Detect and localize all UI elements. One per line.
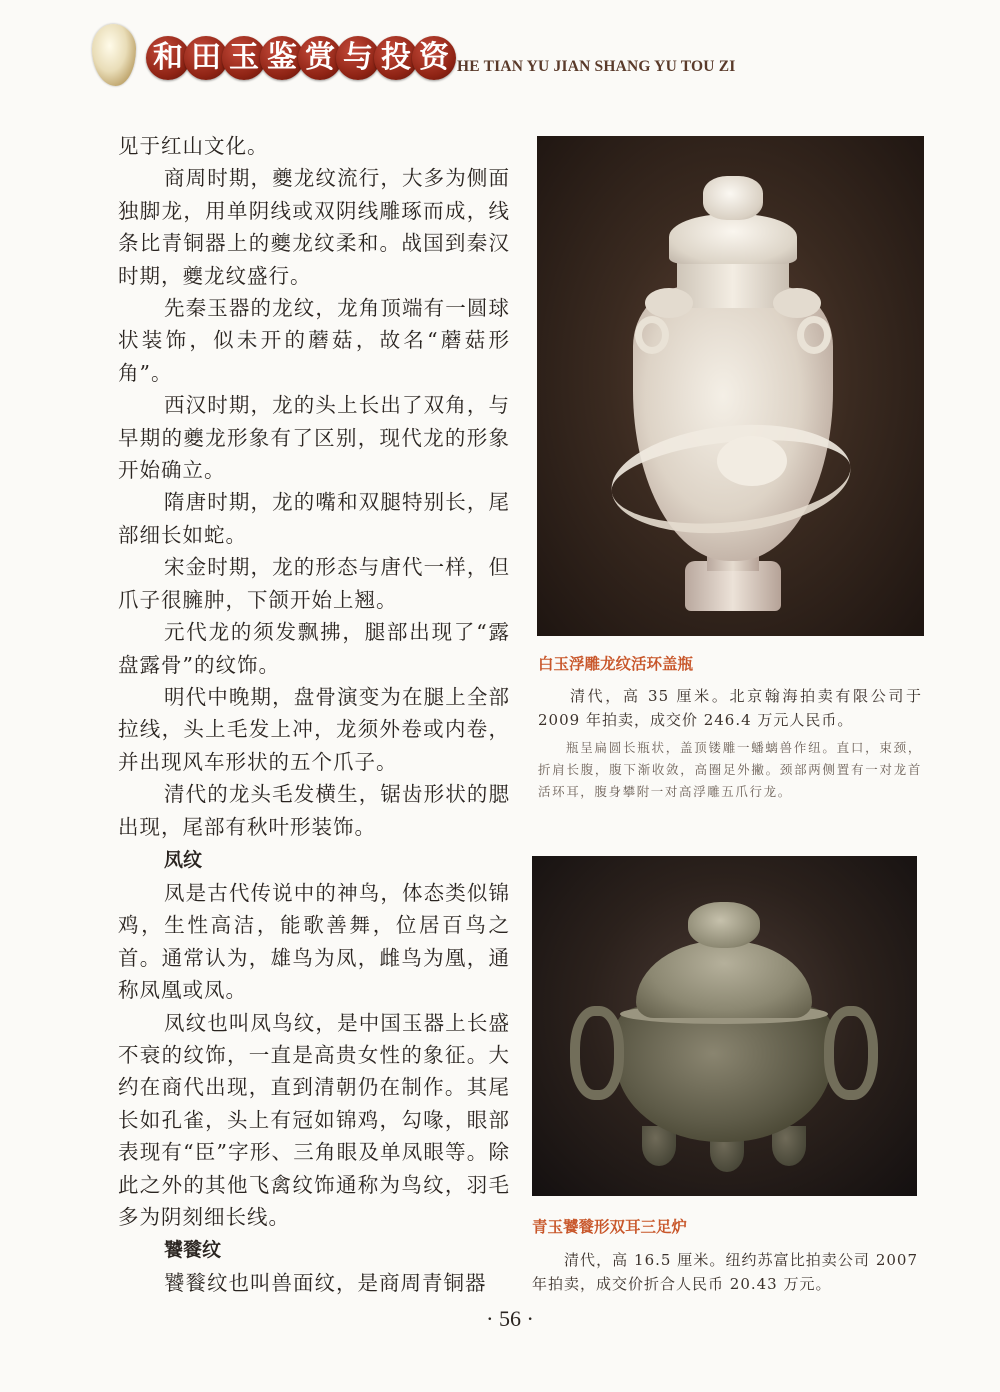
book-title-char: 鉴	[260, 36, 304, 80]
paragraph: 明代中晚期，盘骨演变为在腿上全部拉线，头上毛发上冲，龙须外卷或内卷，并出现风车形状的五个爪子。	[118, 684, 510, 774]
page-number: · 56 ·	[486, 1306, 534, 1331]
figure2-title: 青玉饕餮形双耳三足炉	[532, 1218, 688, 1236]
jade-censer-photo	[532, 856, 917, 1196]
paragraph: 元代龙的须发飘拂，腿部出现了“露盘露骨”的纹饰。	[118, 620, 510, 677]
figure2-info: 清代，高 16.5 厘米。纽约苏富比拍卖公司 2007 年拍卖，成交价折合人民币 20.43 万元。	[532, 1251, 918, 1293]
book-title-char: 赏	[298, 36, 342, 80]
book-title-char: 和	[146, 36, 190, 80]
paragraph: 清代的龙头毛发横生，锯齿形状的腮出现，尾部有秋叶形装饰。	[118, 782, 510, 839]
paragraph: 隋唐时期，龙的嘴和双腿特别长，尾部细长如蛇。	[118, 490, 510, 547]
section-heading-phoenix: 凤纹	[164, 848, 203, 871]
jade-vase-photo	[537, 136, 924, 636]
figure1-description: 瓶呈扁圆长瓶状，盖顶镂雕一蟠螭兽作纽。直口，束颈，折肩长腹，腹下渐收敛，高圈足外撇。颈部两侧置有一对龙首活环耳，腹身攀附一对高浮雕五爪行龙。	[538, 740, 922, 799]
book-title-char: 投	[374, 36, 418, 80]
book-title-pinyin: HE TIAN YU JIAN SHANG YU TOU ZI	[457, 58, 736, 75]
section-heading-taotie: 饕餮纹	[164, 1239, 222, 1262]
paragraph: 凤是古代传说中的神鸟，体态类似锦鸡，生性高洁，能歌善舞，位居百鸟之首。通常认为，雄鸟为凤，雌鸟为凰，通称凤凰或凤。	[118, 880, 510, 1003]
jade-pendant-logo	[92, 24, 136, 86]
figure1-title: 白玉浮雕龙纹活环盖瓶	[538, 655, 694, 673]
paragraph: 商周时期，夔龙纹流行，大多为侧面独脚龙，用单阴线或双阴线雕琢而成，线条比青铜器上的夔龙纹柔和。战国到秦汉时期，夔龙纹盛行。	[118, 166, 510, 288]
book-title-char: 田	[184, 36, 228, 80]
paragraph: 先秦玉器的龙纹，龙角顶端有一圆球状装饰，似未开的蘑菇，故名“蘑菇形角”。	[118, 296, 510, 385]
book-title	[146, 36, 450, 80]
book-title-char: 资	[412, 36, 456, 80]
body-text-column	[118, 130, 510, 1300]
paragraph: 见于红山文化。	[118, 134, 269, 158]
book-title-char: 与	[336, 36, 380, 80]
paragraph: 饕餮纹也叫兽面纹，是商周青铜器	[164, 1271, 487, 1296]
figure1-info: 清代，高 35 厘米。北京翰海拍卖有限公司于 2009 年拍卖，成交价 246.4 万元人民币。	[538, 687, 922, 729]
book-title-char: 玉	[222, 36, 266, 80]
paragraph: 西汉时期，龙的头上长出了双角，与早期的夔龙形象有了区别，现代龙的形象开始确立。	[118, 393, 510, 483]
paragraph: 宋金时期，龙的形态与唐代一样，但爪子很臃肿，下颌开始上翘。	[118, 555, 510, 612]
paragraph: 凤纹也叫凤鸟纹，是中国玉器上长盛不衰的纹饰，一直是高贵女性的象征。大约在商代出现，直到清朝仍在制作。其尾长如孔雀，头上有冠如锦鸡，勾喙，眼部表现有“臣”字形、三角眼及单凤眼等。除此之外的其他飞禽纹饰通称为鸟纹，羽毛多为阴刻细长线。	[118, 1010, 510, 1229]
